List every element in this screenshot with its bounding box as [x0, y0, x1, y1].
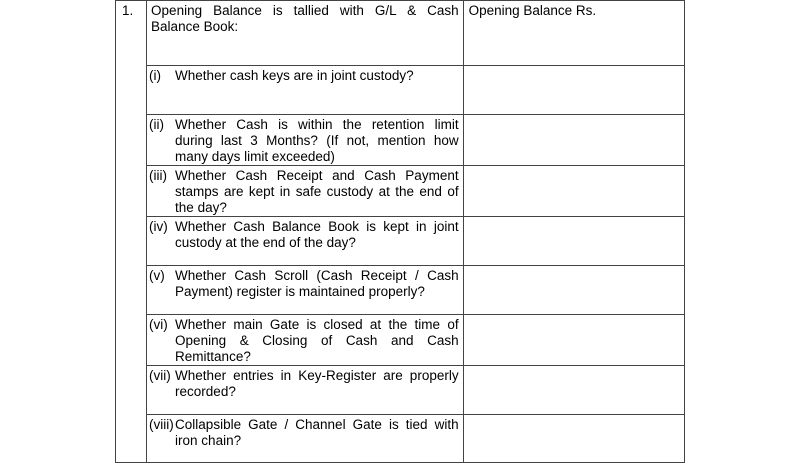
table-row	[116, 366, 685, 415]
list-item	[147, 315, 463, 365]
heading-answer: Opening Balance Rs.	[468, 3, 597, 18]
table-row	[116, 1, 685, 66]
answer-cell	[463, 166, 684, 217]
item-number: (i)	[149, 68, 162, 83]
item-text: Whether cash keys are in joint custody?	[175, 68, 414, 83]
item-number: (vi)	[149, 317, 168, 332]
answer-cell	[463, 315, 684, 366]
item-number: (iii)	[149, 168, 168, 183]
item-text: Whether Cash Balance Book is kept in joint custody at the end of the day?	[175, 219, 459, 250]
answer-cell	[463, 115, 684, 166]
list-item	[147, 266, 463, 300]
answer-cell	[463, 217, 684, 266]
table-row	[116, 315, 685, 366]
item-number: (viii)	[149, 417, 174, 432]
table-row	[116, 266, 685, 315]
item-text: Collapsible Gate / Channel Gate is tied with iron chain?	[175, 417, 459, 448]
answer-cell	[463, 66, 684, 115]
checklist-table	[115, 0, 685, 463]
table-row	[116, 166, 685, 217]
item-number: (v)	[149, 268, 165, 283]
heading-question: Opening Balance is tallied with G/L & Cash Balance Book:	[151, 3, 459, 34]
item-number: (ii)	[149, 117, 165, 132]
list-item	[147, 66, 463, 84]
table-row	[116, 66, 685, 115]
table-row	[116, 217, 685, 266]
item-number: (vii)	[149, 368, 171, 383]
list-item	[147, 166, 463, 216]
answer-cell	[463, 1, 684, 66]
item-number: (iv)	[149, 219, 168, 234]
list-item	[147, 217, 463, 251]
answer-cell	[463, 366, 684, 415]
item-text: Whether main Gate is closed at the time of Opening & Closing of Cash and Cash Remittance?	[175, 317, 459, 364]
answer-cell	[463, 266, 684, 315]
item-text: Whether Cash is within the retention limit during last 3 Months? (If not, mention how many days limit exceeded)	[175, 117, 459, 164]
answer-cell	[463, 415, 684, 463]
item-text: Whether Cash Receipt and Cash Payment stamps are kept in safe custody at the end of the day?	[175, 168, 459, 215]
item-text: Whether entries in Key-Register are properly recorded?	[175, 368, 459, 399]
list-item	[147, 366, 463, 400]
list-item	[147, 115, 463, 165]
item-text: Whether Cash Scroll (Cash Receipt / Cash Payment) register is maintained properly?	[175, 268, 459, 299]
row-number: 1.	[116, 1, 147, 66]
table-row	[116, 115, 685, 166]
table-row	[116, 415, 685, 463]
question-cell	[147, 1, 464, 66]
list-item	[147, 415, 463, 449]
